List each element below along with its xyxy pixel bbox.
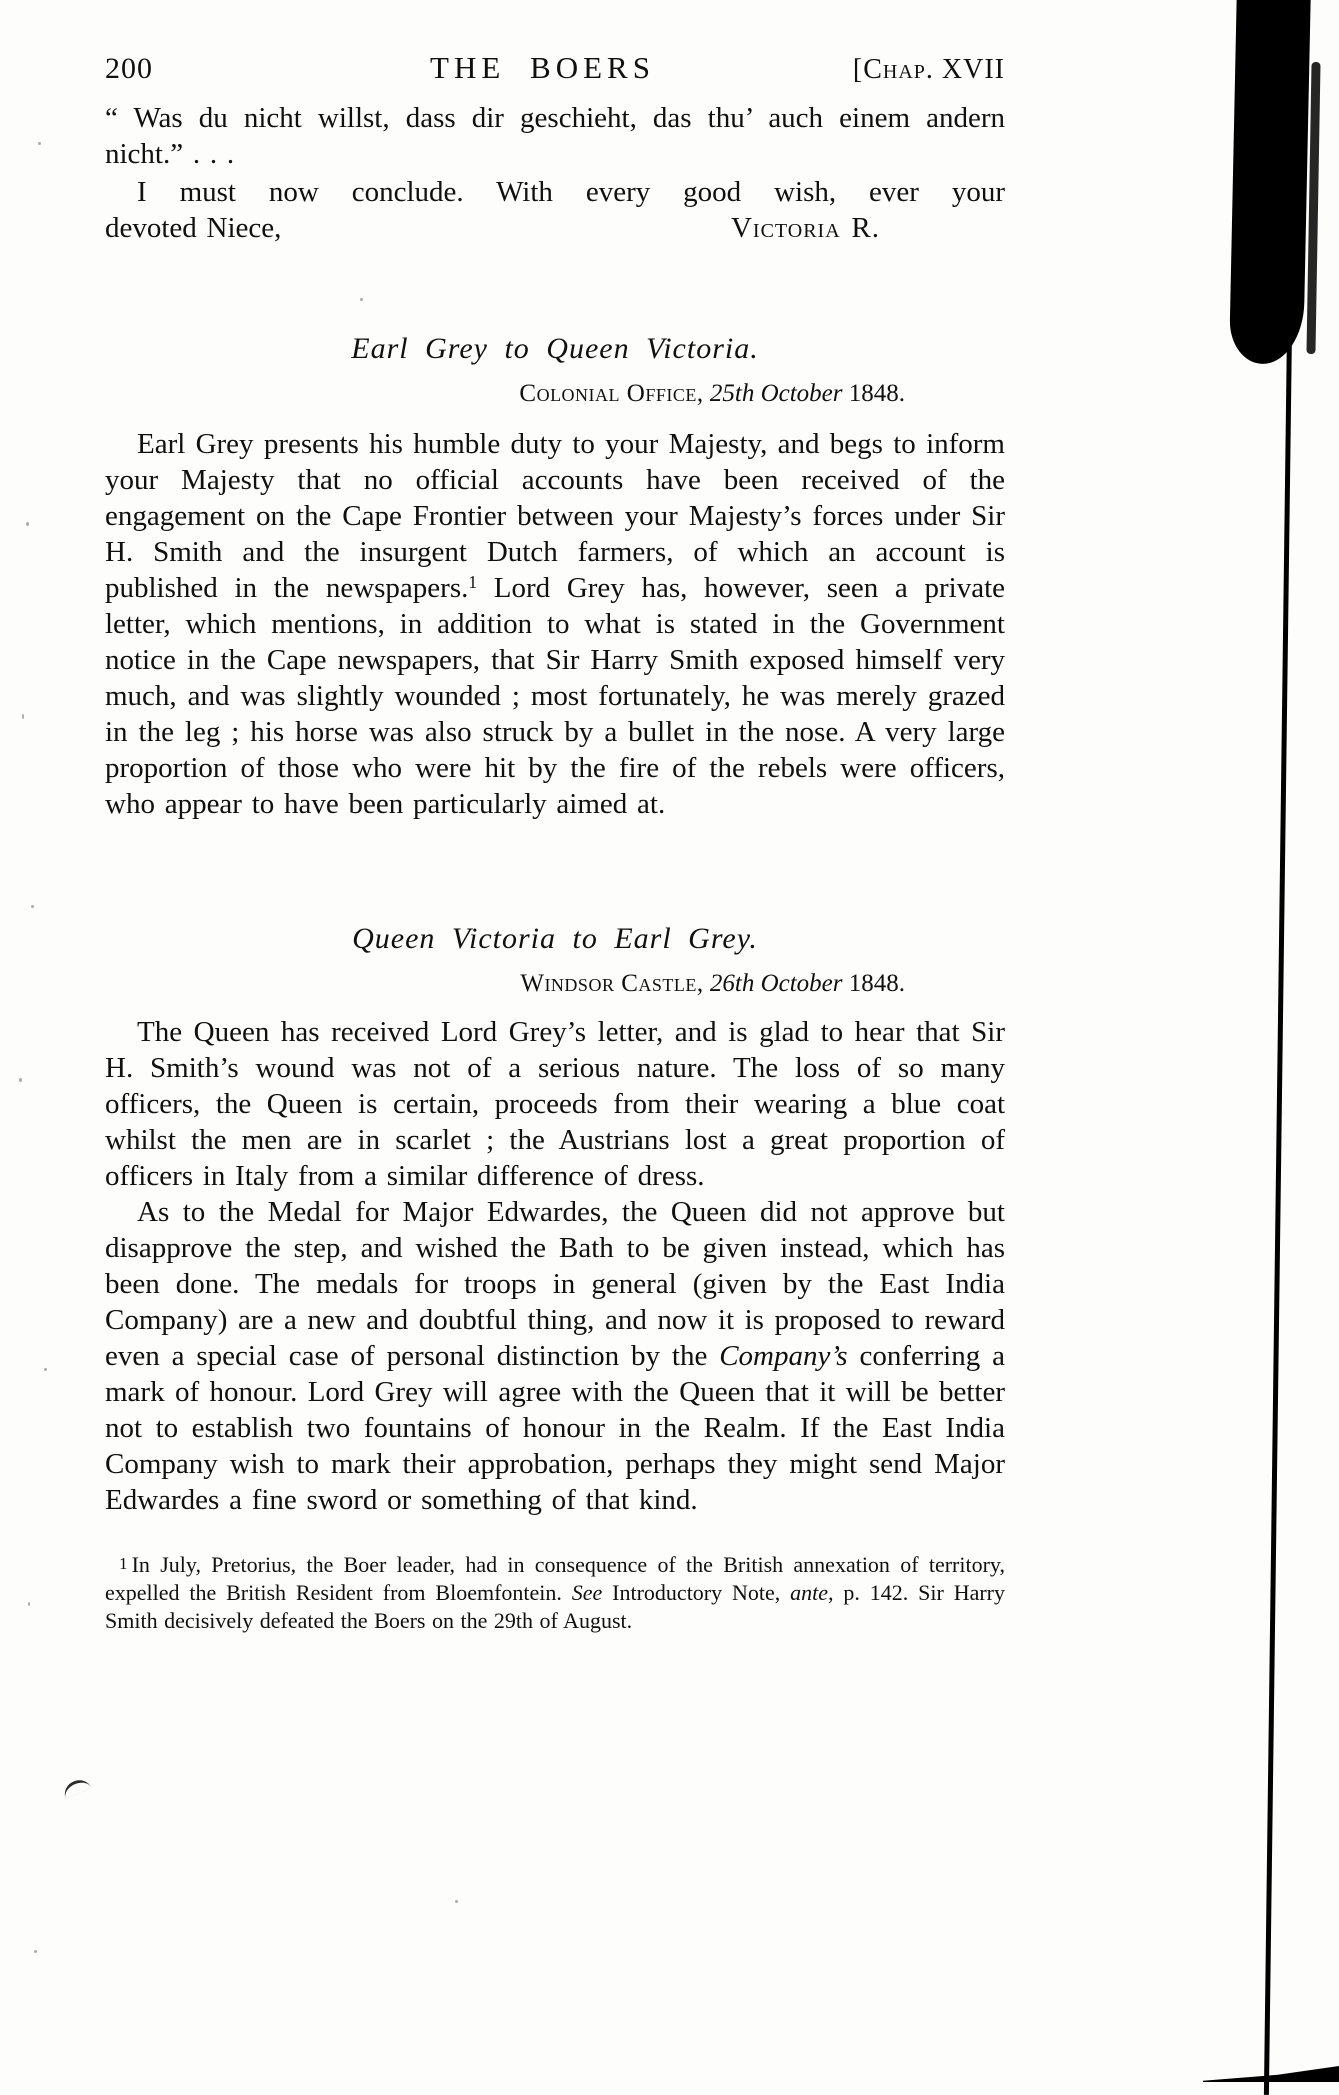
letter2-paragraph-1: The Queen has received Lord Grey’s letter, and is glad to hear that Sir H. Smith’s wound was not of a serious nature. The loss of so many officers, the Queen is certain, proceeds from their wearing a blue coat whilst the men are in scarlet ; the Austrians lost a great proportion of officers in Italy from a similar difference of dress. xyxy=(105,1016,1005,1192)
dateline-place: Colonial Office, xyxy=(519,380,704,407)
letter2-text-cont: conferring a mark of honour. Lord Grey will agree with the Queen that it will be better not to establish two fountains of honour in the Realm. If the East India Company wish to mark their approbation, perhaps they might send Major Edwardes a fine sword or something of that kind. xyxy=(105,1340,1005,1516)
closing-line: I must now conclude. With every good wish, ever your xyxy=(137,176,1005,208)
letter2-text: As to the Medal for Major Edwardes, the Queen did not approve but disapprove the step, and wished the Bath to be given instead, which has been done. The medals for troops in general (given by the East India Company) are a new and doubtful thing, and now it is proposed to reward even a special case of personal distinction by the xyxy=(105,1196,1005,1372)
scan-speck xyxy=(28,1602,30,1606)
binding-streak-artifact xyxy=(1306,62,1320,354)
scan-speck xyxy=(360,298,363,301)
signature-victoria: Victoria R. xyxy=(730,212,880,244)
letter2-italic-word: Company’s xyxy=(719,1340,848,1372)
letter1-text-after-footnote: Lord Grey has, however, seen a private letter, which mentions, in addition to what is stated in the Government notice in the Cape newspapers, that Sir Harry Smith exposed himself very much, and was slightly wounded ; most fortunately, he was merely grazed in the leg ; his horse was also struck by a bullet in the nose. A very large proportion of those who were hit by the fire of the rebels were officers, who appear to have been particularly aimed at. xyxy=(105,572,1005,820)
page-edge-line-artifact xyxy=(1264,330,1292,2095)
letter2-dateline xyxy=(105,970,1005,998)
scan-speck xyxy=(34,1950,37,1953)
dateline-year: 1848. xyxy=(848,970,905,997)
footnote-ante-italic: ante, xyxy=(790,1580,834,1605)
scan-speck xyxy=(455,1900,458,1903)
scan-speck xyxy=(19,1078,22,1082)
footnote-text: In July, Pretorius, the Boer leader, had in consequence of the British annexation of territory, expelled the British Resident from Bloemfontein. xyxy=(105,1552,1005,1605)
binding-shadow-artifact xyxy=(1229,0,1311,365)
footnote-text-end: p. 142. Sir Harry Smith decisively defeated the Boers on the 29th of August. xyxy=(105,1580,1006,1633)
running-head xyxy=(105,50,1005,86)
dateline-place: Windsor Castle, xyxy=(520,970,704,997)
chapter-label: [Chap. XVII xyxy=(852,54,1005,85)
letter1-text-before-footnote: Earl Grey presents his humble duty to your Majesty, and begs to inform your Majesty that no official accounts have been received of the engagement on the Cape Frontier between your Majesty’s forces under Sir H. Smith and the insurgent Dutch farmers, of which an account is published in the newspapers. xyxy=(105,428,1005,604)
page-number: 200 xyxy=(105,52,153,85)
closing-row xyxy=(105,210,1005,246)
dateline-year: 1848. xyxy=(848,380,905,407)
footnote-text-cont: Introductory Note, xyxy=(602,1580,791,1605)
text-column xyxy=(105,50,1005,1635)
dateline-date: 26th October xyxy=(703,970,849,997)
letter1-dateline xyxy=(105,380,1005,408)
letter2-paragraph-2 xyxy=(105,1194,1005,1518)
footnote-reference: 1 xyxy=(468,572,478,592)
german-quote-paragraph: “ Was du nicht willst, dass dir geschieht, das thu’ auch einem andern nicht.” . . . xyxy=(105,102,1005,170)
dateline-date: 25th October xyxy=(703,380,849,407)
letter1-heading: Earl Grey to Queen Victoria. xyxy=(351,332,759,365)
scan-speck xyxy=(31,905,34,908)
scan-speck xyxy=(22,714,24,719)
closing-text: devoted Niece, xyxy=(105,212,282,244)
pencil-mark-artifact xyxy=(61,1776,92,1799)
scan-speck xyxy=(38,142,41,145)
footnote-marker: 1 xyxy=(119,1554,128,1573)
letter2-heading: Queen Victoria to Earl Grey. xyxy=(352,922,758,955)
scan-speck xyxy=(26,522,29,526)
book-title: THE BOERS xyxy=(430,50,655,85)
letter1-body-paragraph xyxy=(105,426,1005,822)
footnote-see-italic: See xyxy=(571,1580,603,1605)
footnote xyxy=(105,1550,1005,1635)
corner-shadow-artifact xyxy=(1203,2066,1339,2082)
scan-speck xyxy=(44,1368,47,1371)
